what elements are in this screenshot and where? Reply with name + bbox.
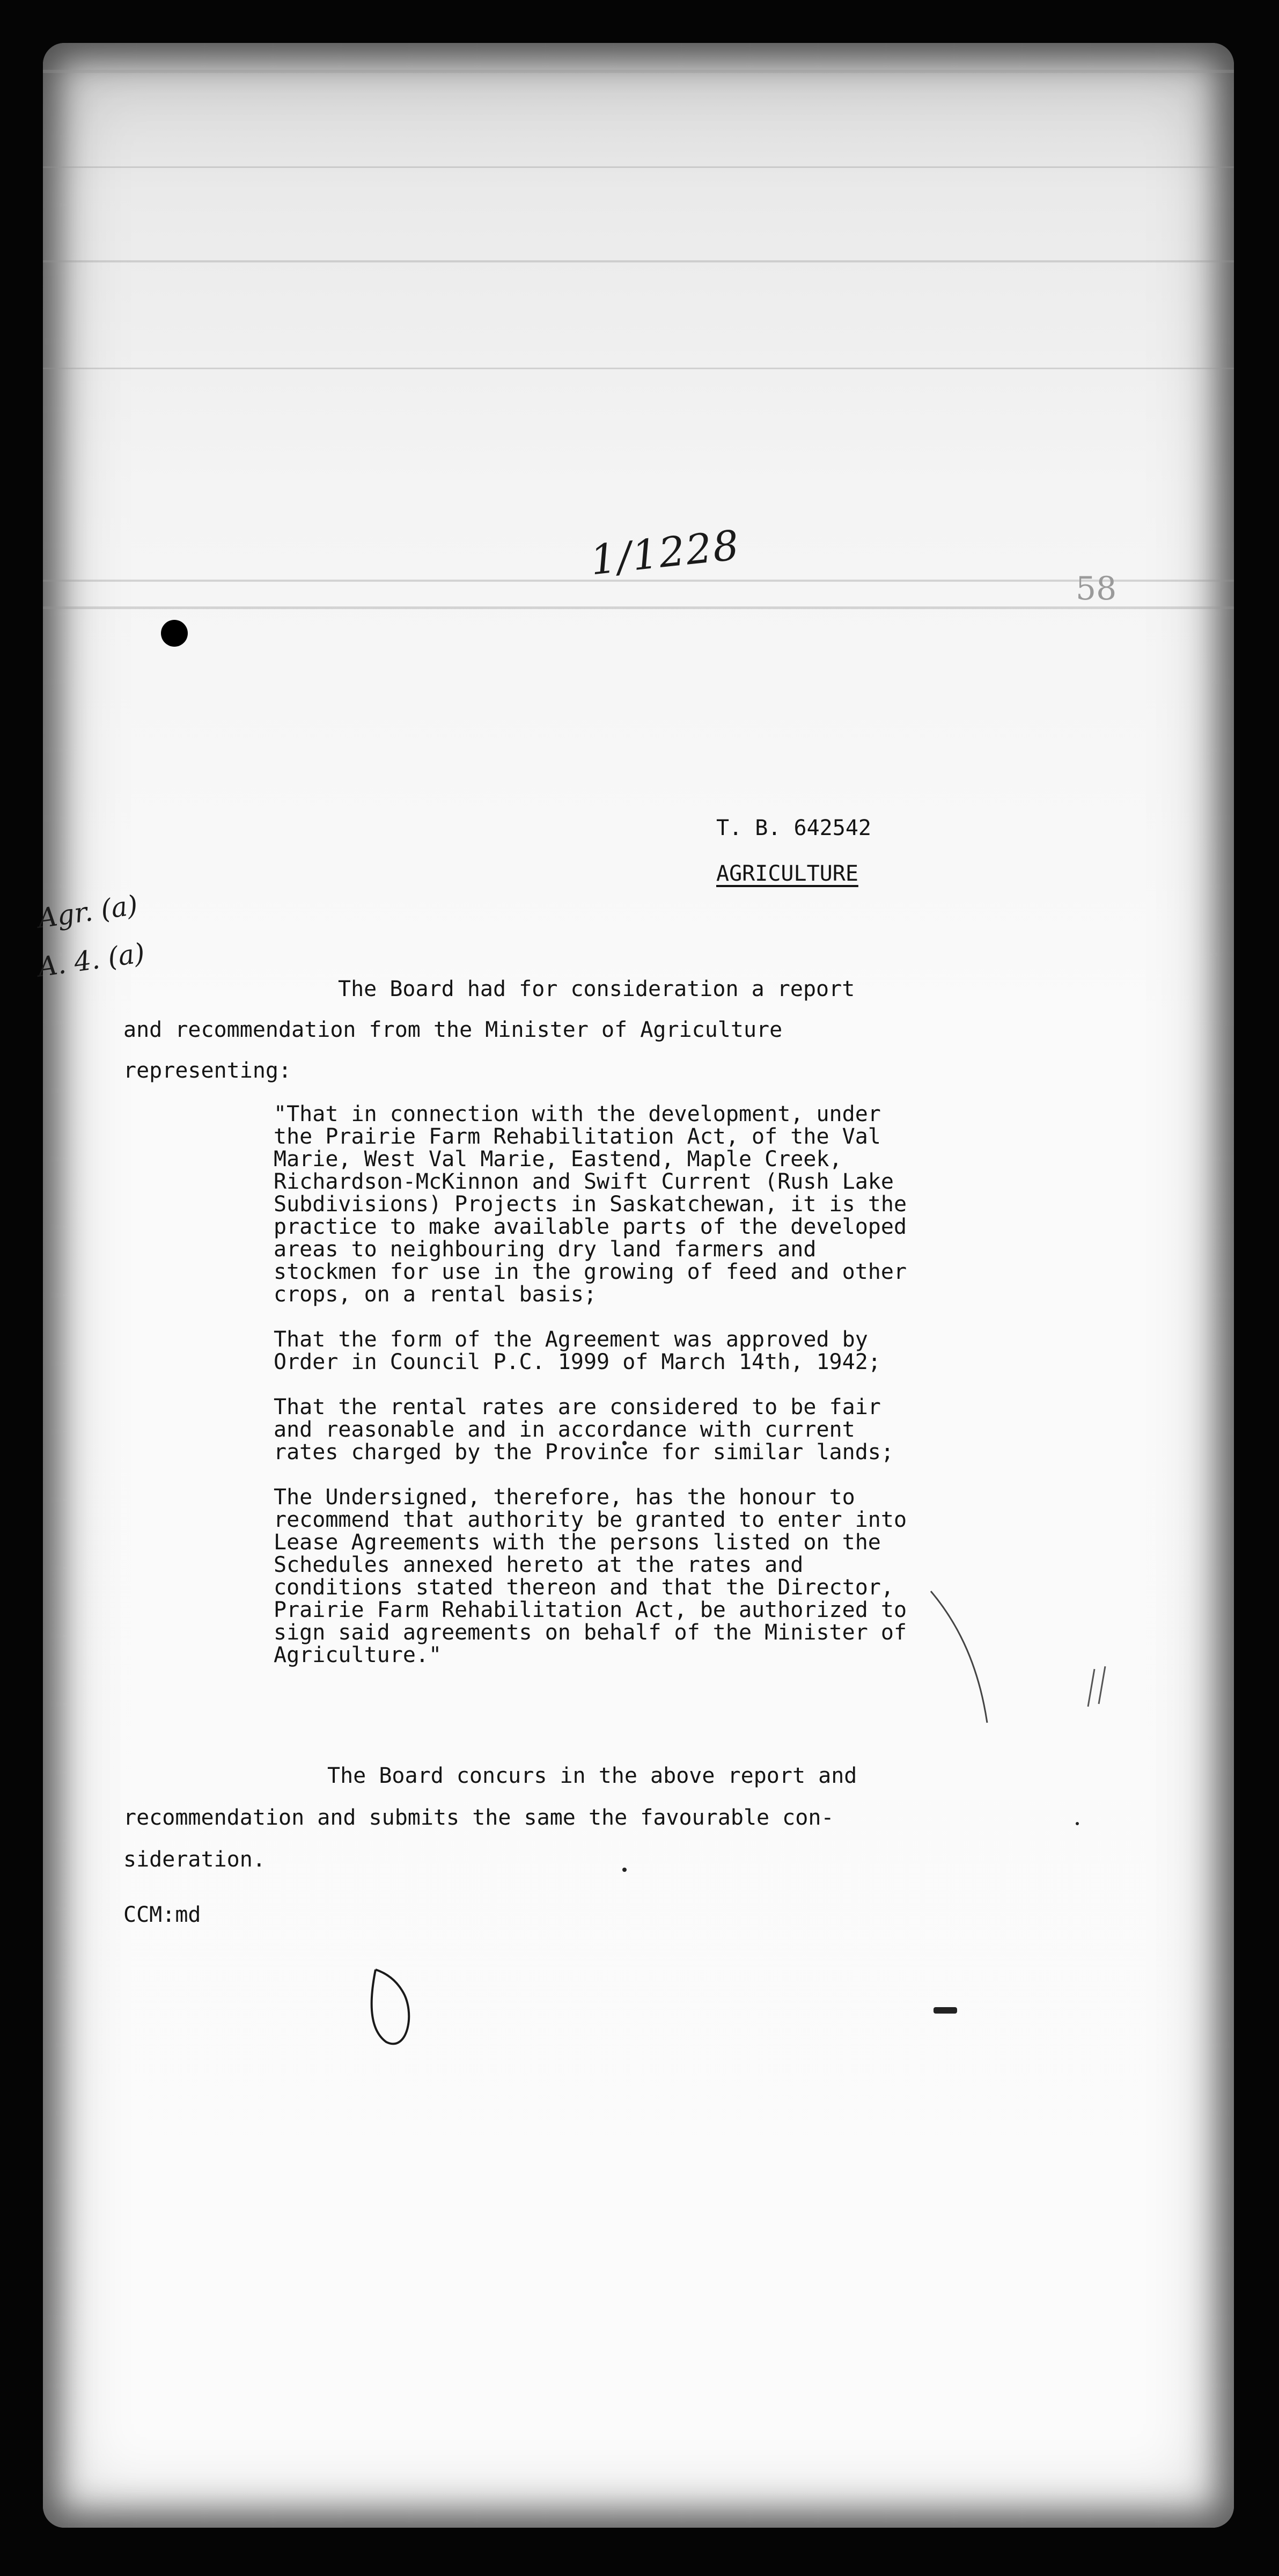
treasury-board-reference: T. B. 642542 — [716, 816, 871, 840]
conclusion-paragraph — [123, 1755, 1143, 1880]
pen-stroke-icon — [1084, 1664, 1116, 1712]
quoted-recommendation — [274, 1103, 928, 1689]
quote-paragraph: The Undersigned, therefore, has the honour to recommend that authority be granted to enter into Lease Agreements with the persons listed on the Schedules annexed hereto at the rates and conditions stated thereon and that the Director, Prairie Farm Rehabilitation Act, be authorized to sign said agreements on behalf of the Minister of Agriculture." — [274, 1485, 907, 1667]
scan-streak — [43, 260, 1234, 262]
intro-line: and recommendation from the Minister of Agriculture — [123, 1018, 783, 1042]
punch-hole — [161, 620, 188, 647]
quote-paragraph: That the rental rates are considered to be fair and reasonable and in accordance with current rates charged by the Province for similar lands; — [274, 1395, 894, 1465]
scan-streak — [43, 70, 1234, 73]
intro-line: The Board had for consideration a report — [338, 977, 855, 1001]
scan-streak — [43, 606, 1234, 609]
page-number: 58 — [1076, 570, 1117, 608]
scan-streak — [43, 368, 1234, 369]
handwritten-file-number: 1/1228 — [588, 521, 743, 584]
department-heading: AGRICULTURE — [716, 861, 858, 886]
scan-streak — [43, 166, 1234, 168]
conclusion-line: recommendation and submits the same the favourable con- — [123, 1805, 834, 1830]
margin-note: A. 4. (a) — [35, 937, 147, 983]
intro-paragraph — [123, 969, 1143, 1091]
quote-paragraph: That the form of the Agreement was approved by Order in Council P.C. 1999 of March 14th, 1942; — [274, 1327, 881, 1374]
speck — [933, 2007, 957, 2014]
handwritten-mark-icon — [365, 1964, 418, 2050]
intro-line: representing: — [123, 1058, 292, 1083]
conclusion-line: sideration. — [123, 1847, 266, 1872]
scan-streak — [43, 580, 1234, 582]
typist-initials: CCM:md — [123, 1902, 201, 1927]
conclusion-line: The Board concurs in the above report and — [327, 1763, 857, 1788]
pen-stroke-icon — [928, 1589, 1003, 1728]
margin-note: Agr. (a) — [35, 889, 140, 934]
quote-paragraph: "That in connection with the development, under the Prairie Farm Rehabilitation Act, of the Val Marie, West Val Marie, Eastend, Maple Creek, Richardson-McKinnon and Swift Current (Rush Lake Subdivisions) Projects in Saskatchewan, it is the practice to make available parts of the developed areas to neighbouring dry land farmers and stockmen for use in the growing of feed and other crops, on a rental basis; — [274, 1102, 907, 1307]
